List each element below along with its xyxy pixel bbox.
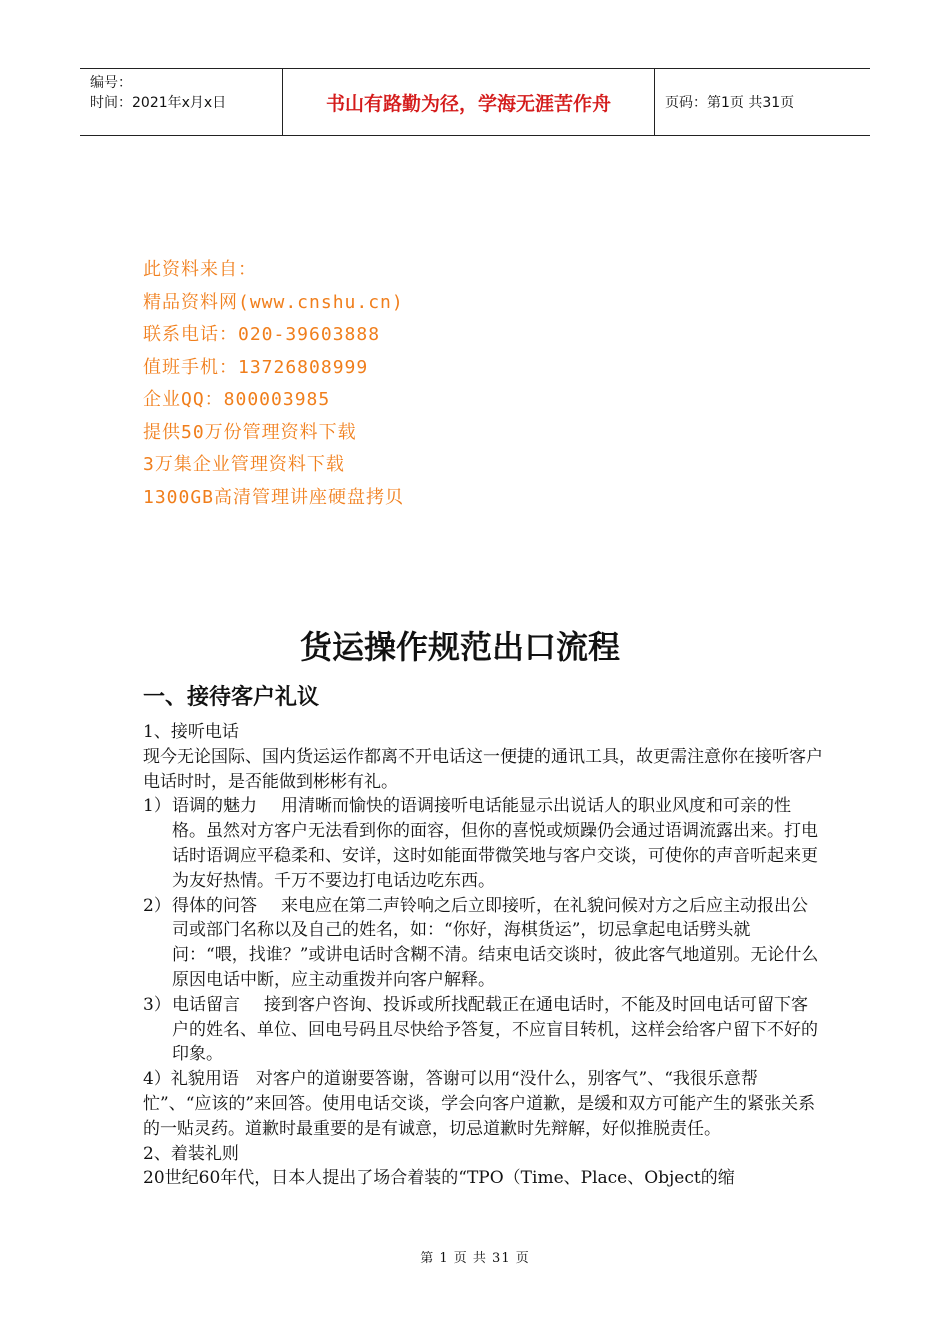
source-info-block [143,254,404,514]
page-footer: 第 1 页 共 31 页 [420,1251,530,1266]
section-heading: 一、接待客户礼议 [143,685,320,710]
item-number: 1） [143,796,171,817]
item-term: 电话留言 [172,994,240,1015]
source-line: 值班手机：13726808999 [143,356,369,378]
list-item [143,794,823,893]
source-line: 精品资料网(www.cnshu.cn) [143,291,404,313]
source-line: 3万集企业管理资料下载 [143,454,345,475]
item-number: 2） [143,895,171,916]
item-term: 得体的问答 [172,895,257,916]
item-text: 来电应在第二声铃响之后立即接听，在礼貌问候对方之后应主动报出公司或部门名称以及自己的姓名，如：“你好，海棋货运”，切忌拿起电话劈头就问：“喂，找谁？”或讲电话时含糊不清。结束电话交谈时，彼此客气地道别。无论什么原因电话中断，应主动重拨并向客户解释。 [172,895,819,990]
page-info-text: 页码：第1页 共31页 [665,95,795,111]
subheading-dress: 2、着装礼则 [143,1143,239,1164]
source-line: 1300GB高清管理讲座硬盘拷贝 [143,486,405,508]
list-item [143,993,823,1067]
source-line: 此资料来自： [143,259,257,280]
document-body [143,720,823,1191]
item-number: 3） [143,994,171,1015]
header-meta-cell [80,69,283,135]
item-text: 接到客户咨询、投诉或所找配载正在通电话时，不能及时回电话可留下客户的姓名、单位、回电号码且尽快给予答复，不应盲目转机，这样会给客户留下不好的印象。 [172,994,818,1065]
intro-paragraph: 现今无论国际、国内货运运作都离不开电话这一便捷的通讯工具，故更需注意你在接听客户电话时时，是否能做到彬彬有礼。 [143,746,823,792]
page-info-cell [655,69,870,135]
source-line: 联系电话：020-39603888 [143,324,381,345]
document-title: 货运操作规范出口流程 [299,628,620,666]
source-line: 提供50万份管理资料下载 [143,421,357,443]
dress-paragraph: 20世纪60年代，日本人提出了场合着装的“TPO（Time、Place、Object的缩 [143,1168,735,1189]
header-table [80,68,870,136]
number-label: 编号： [90,75,132,91]
time-label: 时间：2021年x月x日 [90,95,227,111]
list-item [143,894,823,993]
item-text: 用清晰而愉快的语调接听电话能显示出说话人的职业风度和可亲的性格。虽然对方客户无法看到你的面容，但你的喜悦或烦躁仍会通过语调流露出来。打电话时语调应平稳柔和、安详，这时如能面带微笑地与客户交谈，可使你的声音听起来更为友好热情。千万不要边打电话边吃东西。 [172,796,818,891]
item4-paragraph: 4）礼貌用语 对客户的道谢要答谢，答谢可以用“没什么，别客气”、“我很乐意帮忙”、“应该的”来回答。使用电话交谈，学会向客户道歉，是缓和双方可能产生的紧张关系的一贴灵药。道歉时最重要的是有诚意，切忌道歉时先辩解，好似推脱责任。 [143,1069,816,1139]
source-line: 企业QQ：800003985 [143,389,331,410]
subheading-phone: 1、接听电话 [143,722,239,742]
item-term: 语调的魅力 [172,796,257,817]
motto-text: 书山有路勤为径，学海无涯苦作舟 [325,92,611,115]
motto-cell [283,69,655,135]
